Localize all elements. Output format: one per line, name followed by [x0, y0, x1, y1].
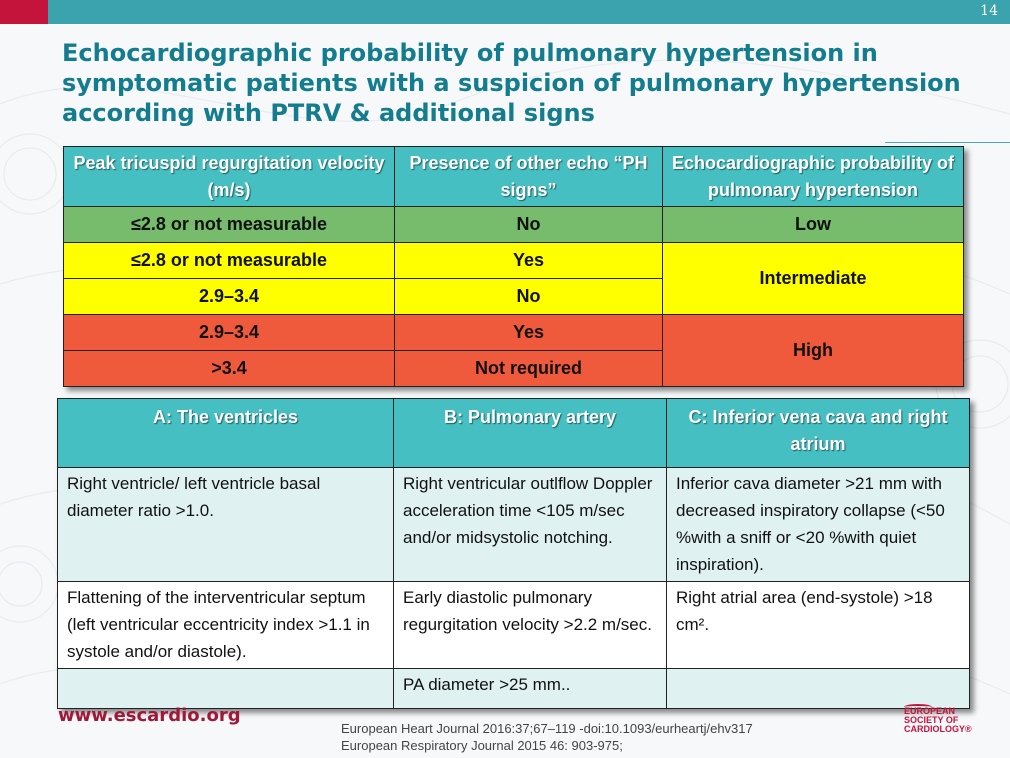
- slide-number: 14: [980, 3, 998, 19]
- header-ivc-right-atrium: C: Inferior vena cava and right atrium: [667, 399, 970, 468]
- signs-cell: Yes: [395, 315, 663, 351]
- signs-cell: Yes: [395, 243, 663, 279]
- signs-cell-c: Inferior cava diameter >21 mm with decreased inspiratory collapse (<50 %with a sniff or <20 %with quiet inspiration).: [667, 468, 970, 582]
- slide-title: Echocardiographic probability of pulmonary hypertension in symptomatic patients with a suspicion of pulmonary hypertension according with PTRV & additional signs: [62, 39, 961, 127]
- velocity-cell: >3.4: [64, 351, 395, 387]
- signs-cell-a: Flattening of the interventricular septum (left ventricular eccentricity index >1.1 in systole and/or diastole).: [58, 582, 394, 669]
- signs-cell: No: [395, 279, 663, 315]
- velocity-cell: 2.9–3.4: [64, 279, 395, 315]
- probability-row-low: [64, 207, 964, 243]
- esc-logo: [904, 707, 984, 734]
- signs-cell-b: Right ventricular outlflow Doppler acceleration time <105 m/sec and/or midsystolic notching.: [394, 468, 667, 582]
- velocity-cell: ≤2.8 or not measurable: [64, 243, 395, 279]
- signs-cell-b: Early diastolic pulmonary regurgitation velocity >2.2 m/sec.: [394, 582, 667, 669]
- header-ventricles: A: The ventricles: [58, 399, 394, 468]
- signs-row: [58, 669, 970, 709]
- top-bar-accent: [0, 0, 48, 24]
- signs-cell: No: [395, 207, 663, 243]
- signs-row: [58, 468, 970, 582]
- signs-cell-c: Right atrial area (end-systole) >18 cm².: [667, 582, 970, 669]
- probability-cell-low: Low: [663, 207, 964, 243]
- signs-cell: Not required: [395, 351, 663, 387]
- signs-cell-a: [58, 669, 394, 709]
- echo-signs-table: [57, 398, 970, 709]
- probability-header-row: [64, 147, 964, 207]
- website-link[interactable]: www.escardio.org: [58, 705, 241, 726]
- probability-row-intermediate-1: [64, 243, 964, 279]
- citations: [341, 720, 753, 754]
- probability-table: [63, 146, 964, 387]
- signs-cell-b: PA diameter >25 mm..: [394, 669, 667, 709]
- signs-row: [58, 582, 970, 669]
- signs-cell-a: Right ventricle/ left ventricle basal diameter ratio >1.0.: [58, 468, 394, 582]
- header-pulmonary-artery: B: Pulmonary artery: [394, 399, 667, 468]
- probability-row-high-1: [64, 315, 964, 351]
- probability-cell-intermediate: Intermediate: [663, 243, 964, 315]
- velocity-cell: ≤2.8 or not measurable: [64, 207, 395, 243]
- logo-line: CARDIOLOGY®: [904, 724, 972, 734]
- citation-line: European Respiratory Journal 2015 46: 903-975;: [341, 738, 623, 753]
- top-bar: [0, 0, 1010, 24]
- header-probability: Echocardiographic probability of pulmonary hypertension: [663, 147, 964, 207]
- logo-line: EUROPEAN: [904, 706, 956, 716]
- logo-line: SOCIETY OF: [904, 715, 959, 725]
- signs-cell-c: [667, 669, 970, 709]
- title-rule: [885, 142, 1010, 143]
- header-velocity: Peak tricuspid regurgitation velocity (m/s): [64, 147, 395, 207]
- citation-line: European Heart Journal 2016:37;67–119 -doi:10.1093/eurheartj/ehv317: [341, 721, 753, 736]
- signs-header-row: [58, 399, 970, 468]
- header-ph-signs: Presence of other echo “PH signs”: [395, 147, 663, 207]
- velocity-cell: 2.9–3.4: [64, 315, 395, 351]
- probability-cell-high: High: [663, 315, 964, 387]
